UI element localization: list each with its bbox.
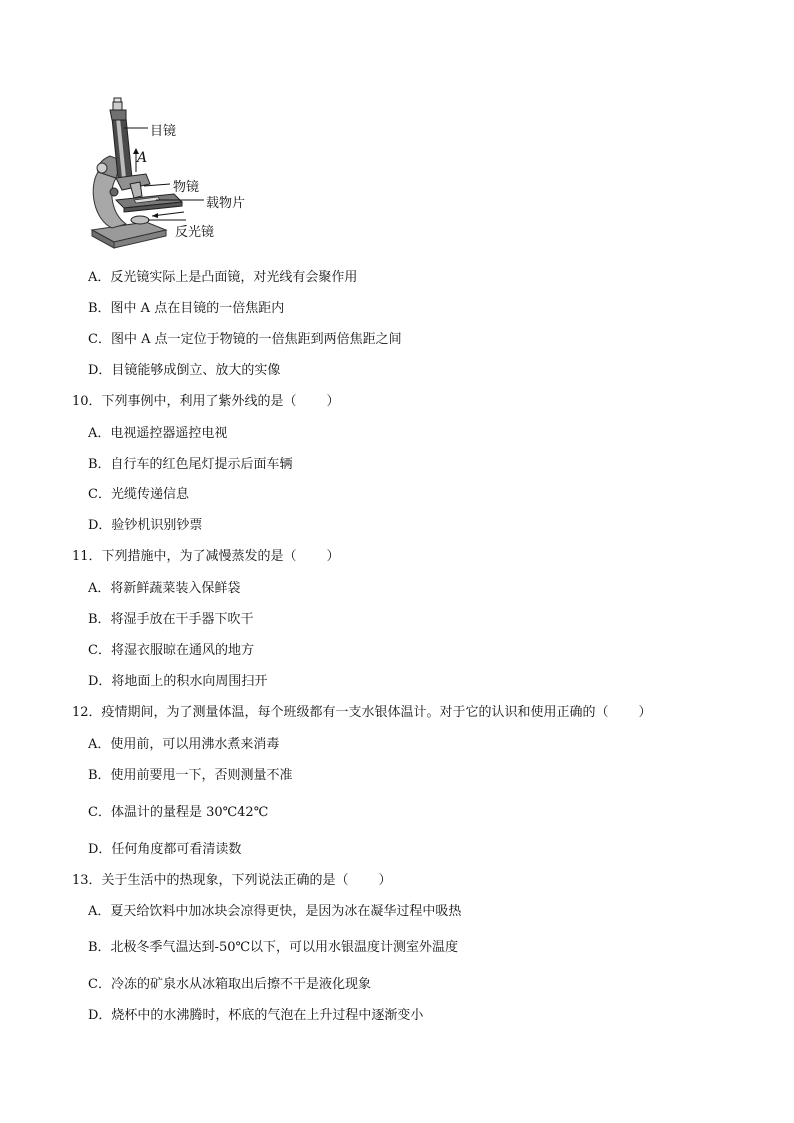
q10-stem: [72, 394, 340, 410]
q11-option-a: A．将新鲜蔬菜装入保鲜袋: [88, 581, 241, 596]
q11-option-d: D．将地面上的积水向周围扫开: [88, 674, 268, 689]
objective-label: 物镜: [173, 180, 200, 195]
q10-option-b: B．自行车的红色尾灯提示后面车辆: [88, 457, 293, 472]
q9-option-b: B．图中 A 点在目镜的一倍焦距内: [88, 301, 285, 316]
mirror-label: 反光镜: [175, 225, 215, 240]
q12-option-b: B．使用前要甩一下，否则测量不准: [88, 768, 293, 783]
q13-option-a: A．夏天给饮料中加冰块会凉得更快，是因为冰在凝华过程中吸热: [88, 904, 462, 919]
q9-option-d: D．目镜能够成倒立、放大的实像: [88, 363, 281, 378]
q13-option-c: C．冷冻的矿泉水从冰箱取出后擦不干是液化现象: [88, 977, 371, 992]
q13-option-b: B．北极冬季气温达到-50℃以下，可以用水银温度计测室外温度: [88, 940, 459, 955]
q11-stem-text: 11．下列措施中，为了减慢蒸发的是（: [72, 549, 297, 564]
eyepiece-label: 目镜: [150, 124, 177, 139]
q10-option-a: A．电视遥控器遥控电视: [88, 426, 228, 441]
q11-option-c: C．将湿衣服晾在通风的地方: [88, 643, 254, 658]
q12-option-a: A．使用前，可以用沸水煮来消毒: [88, 737, 280, 752]
q11-stem: [72, 549, 340, 565]
q12-option-c: C．体温计的量程是 30℃42℃: [88, 805, 269, 820]
q12-stem-text: 12．疫情期间，为了测量体温，每个班级都有一支水银体温计。对于它的认识和使用正确的（: [72, 705, 609, 720]
q9-option-c: C．图中 A 点一定位于物镜的一倍焦距到两倍焦距之间: [88, 332, 402, 347]
q10-option-c: C．光缆传递信息: [88, 487, 189, 502]
q12-stem: [72, 705, 652, 721]
q9-option-a: A．反光镜实际上是凸面镜，对光线有会聚作用: [88, 270, 358, 285]
q13-option-d: D．烧杯中的水沸腾时，杯底的气泡在上升过程中逐渐变小: [88, 1008, 424, 1023]
q10-close-paren: ）: [326, 394, 340, 409]
q13-stem: [72, 873, 392, 889]
microscope-figure: [86, 96, 261, 258]
q12-option-d: D．任何角度都可看清读数: [88, 842, 242, 857]
q11-option-b: B．将湿手放在干手器下吹干: [88, 612, 254, 627]
q11-close-paren: ）: [326, 549, 340, 564]
slide-label: 载物片: [206, 196, 246, 211]
q12-close-paren: ）: [638, 705, 652, 720]
point-a-label: A: [137, 150, 148, 166]
q13-stem-text: 13．关于生活中的热现象，下列说法正确的是（: [72, 873, 349, 888]
q10-option-d: D．验钞机识别钞票: [88, 518, 203, 533]
q10-stem-text: 10．下列事例中，利用了紫外线的是（: [72, 394, 297, 409]
q13-close-paren: ）: [378, 873, 392, 888]
